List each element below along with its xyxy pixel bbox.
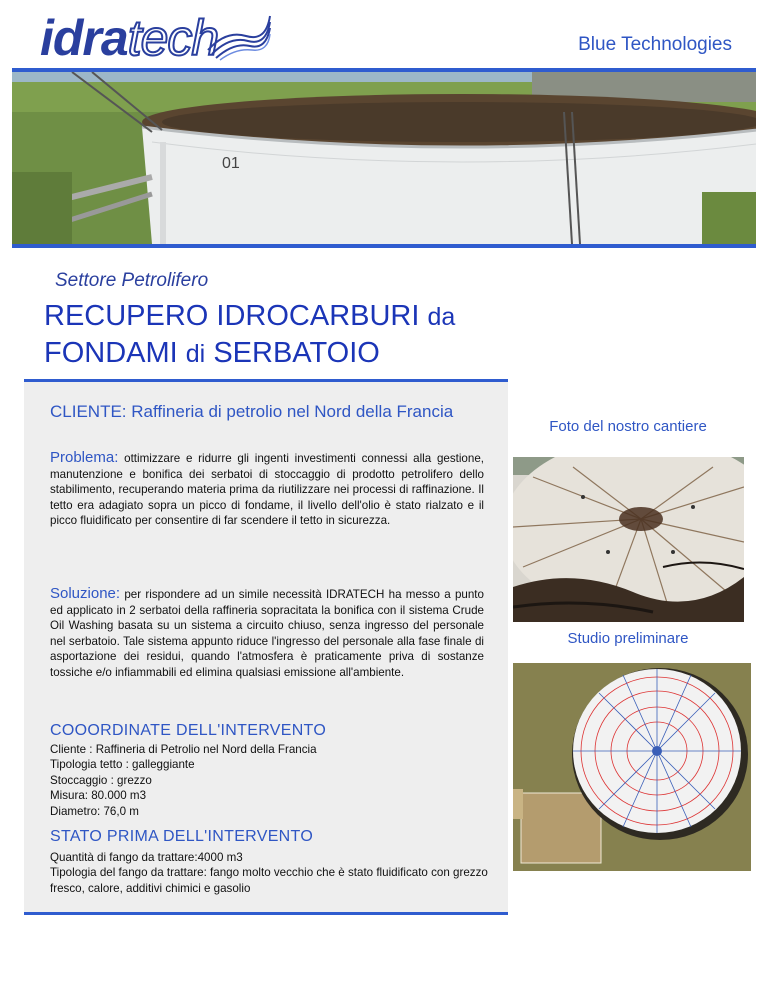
list-item: Tipologia del fango da trattare: fango molto vecchio che è stato fluidificato con grezzo fresco, calore, additivi chimici e gasolio: [50, 866, 488, 895]
title-line2-word2: SERBATOIO: [213, 337, 380, 369]
site-photo: [513, 457, 744, 622]
page-title: [44, 298, 455, 372]
coordinates-list: [50, 742, 317, 819]
preliminary-study-photo: [513, 663, 751, 871]
problem-paragraph: [50, 450, 484, 529]
tank-number: 01: [222, 155, 240, 172]
client-text: Raffineria di petrolio nel Nord della Francia: [131, 402, 454, 421]
hero-bottom-rule: [12, 244, 756, 248]
list-item: Stoccaggio : grezzo: [50, 773, 152, 787]
logo-text-tech: tech: [127, 10, 219, 66]
photo1-caption: Foto del nostro cantiere: [549, 418, 707, 435]
logo-wave-icon: [206, 10, 272, 62]
list-item: Misura: 80.000 m3: [50, 789, 147, 803]
title-line2-connector: di: [185, 340, 206, 368]
problem-text: ottimizzare e ridurre gli ingenti investimenti connessi alla gestione, manutenzione e bonifica dei serbatoi di stoccaggio di prodotto petrolifero dello stabilimento, recuperando materia prima da riutilizzare nei processi di raffinazione. Il tetto era adagiato sopra un picco di fondame, il livello dell'olio è stato rialzato e il picco fluidificato per consentire di far scendere il tetto in sicurezza.: [50, 452, 484, 528]
list-item: Tipologia tetto : galleggiante: [50, 758, 195, 772]
logo-text-idra: idra: [40, 10, 128, 66]
photo2-caption: Studio preliminare: [567, 630, 689, 647]
coordinates-heading: COOORDINATE DELL'INTERVENTO: [50, 722, 327, 739]
solution-label: Soluzione:: [50, 585, 121, 602]
state-heading: STATO PRIMA DELL'INTERVENTO: [50, 828, 314, 845]
company-tagline: Blue Technologies: [578, 34, 732, 55]
title-line1-connector: da: [427, 303, 456, 331]
hero-tank-photo: [12, 72, 756, 244]
list-item: Diametro: 76,0 m: [50, 804, 139, 818]
title-line1-main: RECUPERO IDROCARBURI: [44, 300, 420, 332]
client-label: CLIENTE:: [50, 402, 127, 421]
state-list: [50, 850, 490, 896]
solution-paragraph: [50, 586, 484, 681]
list-item: Quantità di fango da trattare:4000 m3: [50, 851, 243, 864]
title-line2-word1: FONDAMI: [44, 337, 178, 369]
sector-subtitle: Settore Petrolifero: [55, 270, 209, 291]
content-box-bottom-rule: [24, 912, 508, 915]
problem-label: Problema:: [50, 449, 119, 466]
company-logo: [40, 8, 218, 68]
list-item: Cliente : Raffineria di Petrolio nel Nord della Francia: [50, 743, 317, 756]
solution-text: per rispondere ad un simile necessità IDRATECH ha messo a punto ed applicato in 2 serbatoi della raffineria sopracitata la bonifica con il sistema Crude Oil Washing basata su un sistema a circuito chiuso, senza ingresso del personale nel serbatoio. Tale sistema appunto riduce l'ingresso del personale alla fase finale di asportazione dei residui, quando l'atmosfera è praticamente priva di sostanze tossiche e/o infiammabili ed elimina qualsiasi emissione all'ambiente.: [50, 588, 484, 679]
client-block: [50, 401, 484, 423]
